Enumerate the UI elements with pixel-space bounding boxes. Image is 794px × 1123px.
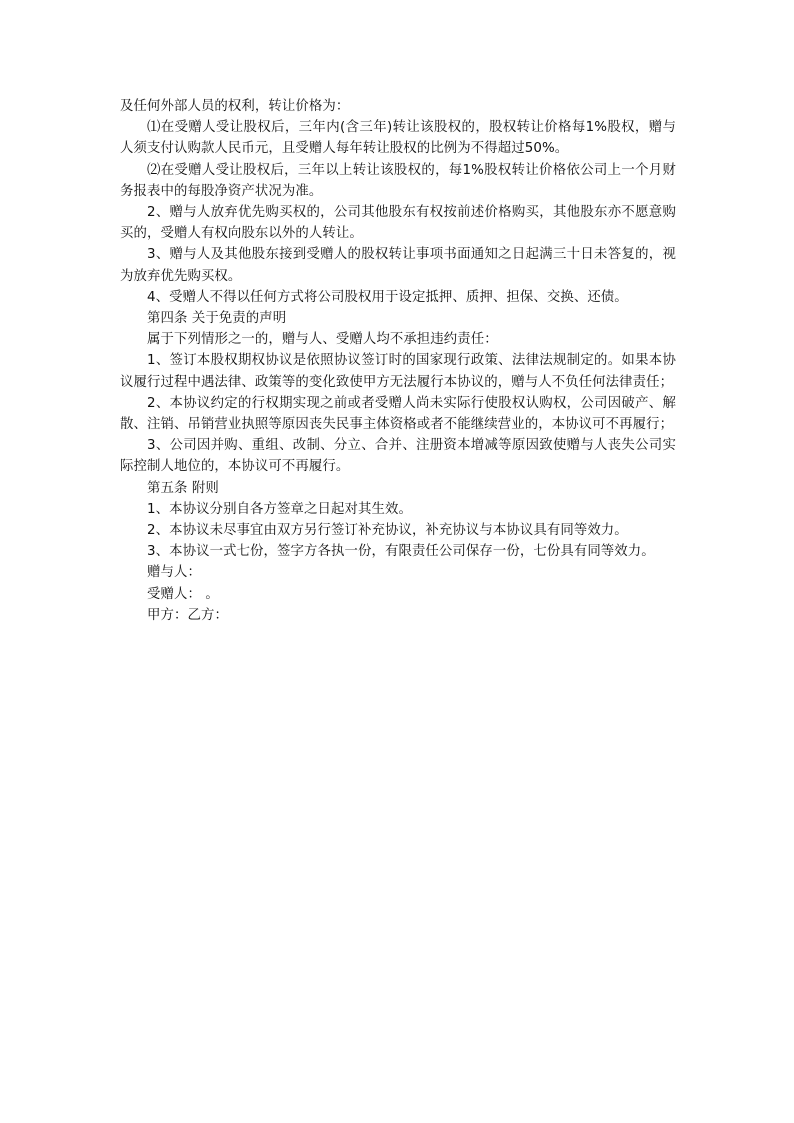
signature-parties: 甲方：乙方： [147, 607, 228, 623]
paragraph-appendix-3: 3、本协议一式七份，签字方各执一份，有限责任公司保存一份，七份具有同等效力。 [147, 544, 655, 560]
paragraph-appendix-2: 2、本协议未尽事宜由双方另行签订补充协议，补充协议与本协议具有同等效力。 [147, 523, 628, 539]
section-heading-article-4: 第四条 关于免责的声明 [147, 311, 287, 327]
paragraph-clause-1: ⑴在受赠人受让股权后，三年内(含三年)转让该股权的，股权转让价格每1%股权，赠与人须支付认购款人民币元，且受赠人每年转让股权的比例为不得超过50%。 [120, 120, 676, 157]
paragraph-exemption-2: 2、本协议约定的行权期实现之前或者受赠人尚未实际行使股权认购权，公司因破产、解散、注销、吊销营业执照等原因丧失民事主体资格或者不能继续营业的，本协议可不再履行； [120, 395, 676, 433]
document-page [120, 96, 676, 626]
section-heading-article-5: 第五条 附则 [147, 480, 219, 496]
paragraph-clause-2: ⑵在受赠人受让股权后，三年以上转让该股权的，每1%股权转让价格依公司上一个月财务报表中的每股净资产状况为准。 [120, 162, 676, 199]
signature-donee: 受赠人： 。 [147, 586, 219, 602]
paragraph-exemption-intro: 属于下列情形之一的，赠与人、受赠人均不承担违约责任： [147, 332, 498, 348]
paragraph-intro: 及任何外部人员的权利，转让价格为： [120, 99, 350, 114]
paragraph-exemption-1: 1、签订本股权期权协议是依照协议签订时的国家现行政策、法律法规制定的。如果本协议履行过程中遇法律、政策等的变化致使甲方无法履行本协议的，赠与人不负任何法律责任； [120, 353, 676, 390]
paragraph-item-2: 2、赠与人放弃优先购买权的，公司其他股东有权按前述价格购买，其他股东亦不愿意购买的，受赠人有权向股东以外的人转让。 [120, 205, 676, 242]
paragraph-appendix-1: 1、本协议分别自各方签章之日起对其生效。 [147, 501, 412, 517]
signature-donor: 赠与人： [147, 565, 201, 581]
paragraph-item-3: 3、赠与人及其他股东接到受赠人的股权转让事项书面通知之日起满三十日未答复的，视为放弃优先购买权。 [120, 247, 676, 284]
paragraph-item-4: 4、受赠人不得以任何方式将公司股权用于设定抵押、质押、担保、交换、还债。 [147, 289, 628, 305]
paragraph-exemption-3: 3、公司因并购、重组、改制、分立、合并、注册资本增减等原因致使赠与人丧失公司实际控制人地位的，本协议可不再履行。 [120, 438, 676, 475]
